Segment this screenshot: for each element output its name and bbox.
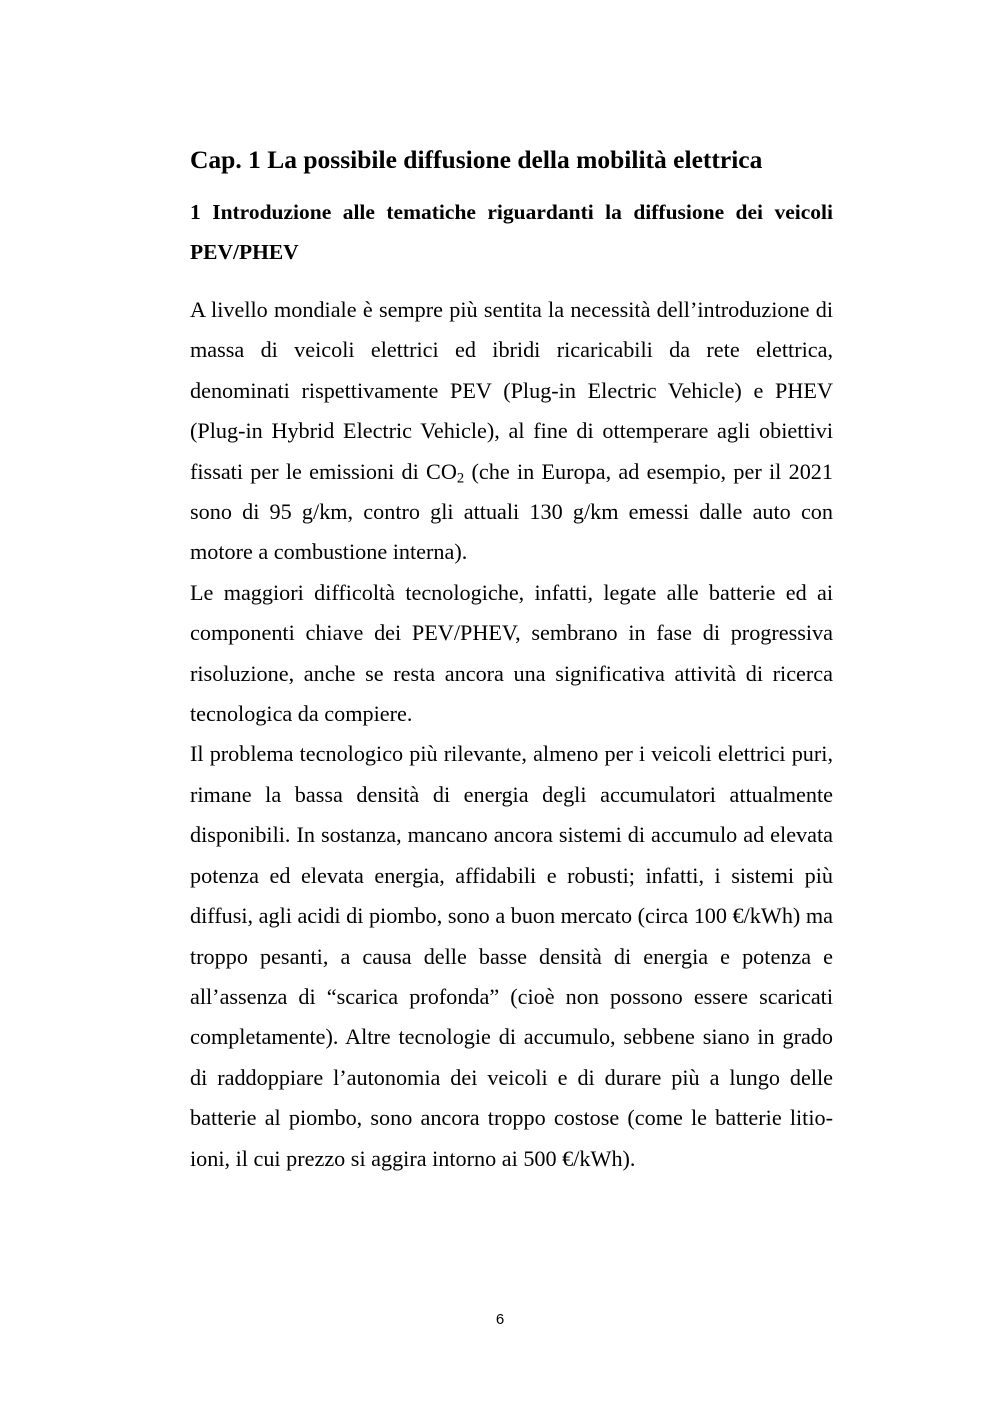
co2-subscript: 2: [456, 470, 465, 487]
paragraph-difficulties: Le maggiori difficoltà tecnologiche, infatti, legate alle batterie ed ai componenti chiave dei PEV/PHEV, sembrano in fase di progressiva risoluzione, anche se resta ancora una significativa attività di ricerca tecnologica da compiere.: [190, 579, 833, 727]
paragraph-intro-text-1: A livello mondiale è sempre più sentita la necessità dell’introduzione di massa di veicoli elettrici ed ibridi ricaricabili da rete elettrica, denominati rispettivamente PEV (Plug-in Electric Vehicle) e PHEV (Plug-in Hybrid Electric Vehicle), al fine di ottemperare agli obiettivi fissati per le emissioni di CO: [190, 297, 833, 484]
page-body: [190, 140, 833, 1179]
section-title: 1 Introduzione alle tematiche riguardanti la diffusione dei veicoli PEV/PHEV: [190, 200, 833, 264]
chapter-title: Cap. 1 La possibile diffusione della mobilità elettrica: [190, 145, 763, 174]
paragraph-intro: [190, 290, 833, 573]
paragraph-intro-text-2: (che in Europa, ad esempio, per il 2021 sono di 95 g/km, contro gli attuali 130 g/km emessi dalle auto con motore a combustione interna).: [190, 458, 833, 565]
paragraph-energy-density: Il problema tecnologico più rilevante, almeno per i veicoli elettrici puri, rimane la bassa densità di energia degli accumulatori attualmente disponibili. In sostanza, mancano ancora sistemi di accumulo ad elevata potenza ed elevata energia, affidabili e robusti; infatti, i sistemi più diffusi, agli acidi di piombo, sono a buon mercato (circa 100 €/kWh) ma troppo pesanti, a causa delle basse densità di energia e potenza e all’assenza di “scarica profonda” (cioè non possono essere scaricati completamente). Altre tecnologie di accumulo, sebbene siano in grado di raddoppiare l’autonomia dei veicoli e di durare più a lungo delle batterie al piombo, sono ancora troppo costose (come le batterie litio-ioni, il cui prezzo si aggira intorno ai 500 €/kWh).: [190, 741, 833, 1171]
page-number: 6: [495, 1311, 505, 1328]
